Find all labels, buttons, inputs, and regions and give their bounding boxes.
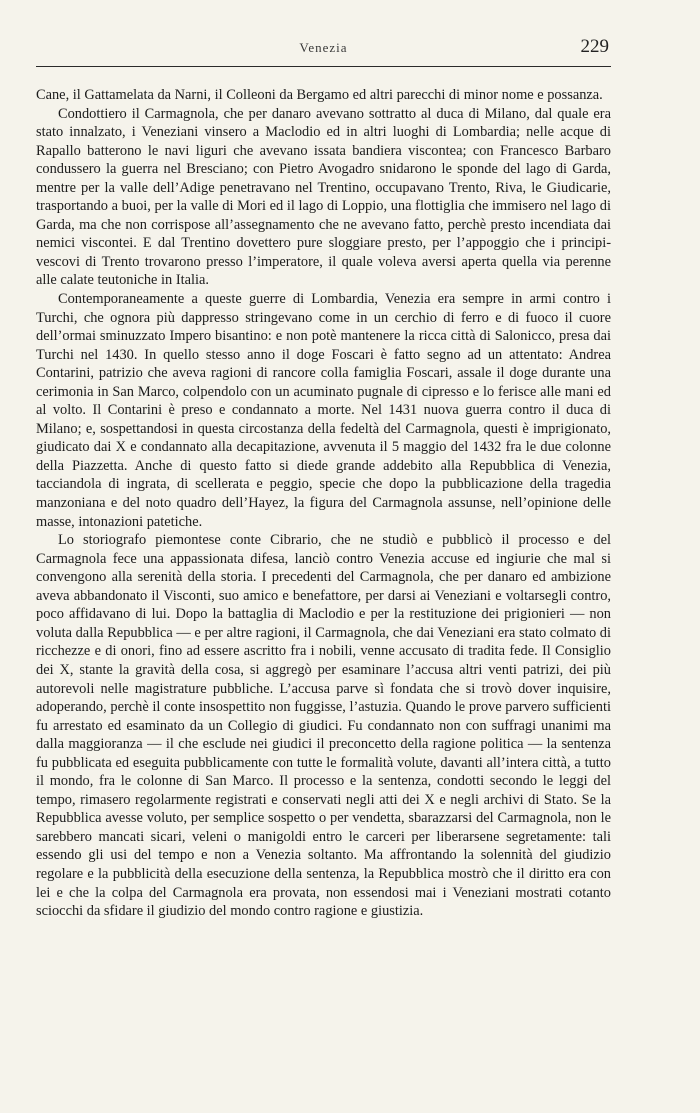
page-number: 229 [580,36,609,57]
header-rule [36,66,611,67]
paragraph-3: Contemporaneamente a queste guerre di Lombardia, Venezia era sempre in armi contro i Turchi, che ognora più dappresso stringevano come in un cerchio di ferro e di fuoco il cuore dell’ormai sminuzzato Impero bisantino: e non potè mantenere la ricca città di Salonicco, presa dai Turchi nel 1430. In quello stesso anno il doge Foscari è fatto segno ad un attentato: Andrea Contarini, patrizio che aveva ragioni di rancore colla famiglia Foscari, assale il doge durante una cerimonia in San Marco, colpendolo con un acuminato pugnale di cipresso e lo ferisce alle mani ed al volto. Il Contarini è preso e condannato a morte. Nel 1431 nuova guerra contro il duca di Milano; e, sospettandosi in questa circostanza della fedeltà del Carmagnola, questi è imprigionato, giudicato dai X e condannato alla decapitazione, avvenuta il 5 maggio del 1432 fra le due colonne della Piazzetta. Anche di questo fatto si diede grande addebito alla Repubblica di Venezia, tacciandola di ingrata, di scellerata e peggio, specie che dopo la pubblicazione della tragedia manzoniana e del noto quadro dell’Hayez, la figura del Carmagnola assunse, nell’opinione delle masse, intonazioni patetiche. [36,291,611,530]
running-title: Venezia [299,40,348,55]
body-text [36,86,611,921]
paragraph-2: Condottiero il Carmagnola, che per danaro avevano sottratto al duca di Milano, dal quale era stato innalzato, i Veneziani vinsero a Maclodio ed in altri luoghi di Lombardia; nelle acque di Rapallo batterono le navi liguri che avevano issata bandiera viscontea; con Francesco Barbaro condussero la guerra nel Bresciano; con Pietro Avogadro snidarono le sponde del lago di Garda, mentre per la valle dell’Adige penetravano nel Trentino, occupavano Trento, Riva, le Giudicarie, trasportando a buoi, per la valle di Mori ed il lago di Loppio, una flottiglia che immisero nel lago di Garda, ma che non corrispose all’assegnamento che ne avevano fatto, perchè presto incendiata dai nemici viscontei. E dal Trentino dovettero pure sloggiare presto, per l’appoggio che i principi-vescovi di Trento trovarono presso l’imperatore, il quale voleva aversi aperta quella via perenne alle calate teutoniche in Italia. [36,105,611,289]
running-head [36,36,611,58]
paragraph-1: Cane, il Gattamelata da Narni, il Colleoni da Bergamo ed altri parecchi di minor nome e possanza. [36,87,603,103]
paragraph-4: Lo storiografo piemontese conte Cibrario, che ne studiò e pubblicò il processo e del Carmagnola fece una appassionata difesa, lanciò contro Venezia accuse ed ingiurie che mal si convengono alla serenità della storia. I precedenti del Carmagnola, che per danaro ed ambizione aveva abbandonato il Visconti, suo amico e benefattore, per darsi ai Veneziani e voltarsegli contro, poco affidavano di lui. Dopo la battaglia di Maclodio e per la restituzione dei prigionieri — non voluta dalla Repubblica — e per altre ragioni, il Carmagnola, che dai Veneziani era stato colmato di ricchezze e di onori, fino ad essere ascritto fra i nobili, venne accusato di tradita fede. Il Consiglio dei X, stante la gravità della cosa, si aggregò per esaminare l’accusa altri venti patrizi, dei più autorevoli nelle magistrature pubbliche. L’accusa parve sì fondata che si trovò dover inquisire, adoperando, perchè il conte insospettito non fuggisse, l’astuzia. Quando le prove parvero sufficienti fu arrestato ed esaminato da un Collegio di giudici. Fu condannato non con suffragi unanimi ma dalla maggioranza — il che esclude nei giudici il preconcetto della ragione politica — la sentenza fu pubblicata ed eseguita pubblicamente con tutte le formalità volute, davanti all’intera città, a tutto il mondo, fra le colonne di San Marco. Il processo e la sentenza, condotti secondo le leggi del tempo, rimasero regolarmente registrati e conservati negli atti dei X e negli archivi di Stato. Se la Repubblica avesse voluto, per semplice sospetto o per vendetta, sbarazzarsi del Carmagnola, non le sarebbero mancati sicari, veleni o manigoldi entro le carceri per liberarsene segretamente: tali essendo gli usi del tempo e non a Venezia soltanto. Ma affrontando la solennità del giudizio regolare e la pubblicità della esecuzione della sentenza, la Repubblica mostrò che il diritto era con lei e che la colpa del Carmagnola era provata, non essendosi mai i Veneziani mostrati cotanto sciocchi da sfidare il giudizio del mondo contro ragione e giustizia. [36,532,611,920]
